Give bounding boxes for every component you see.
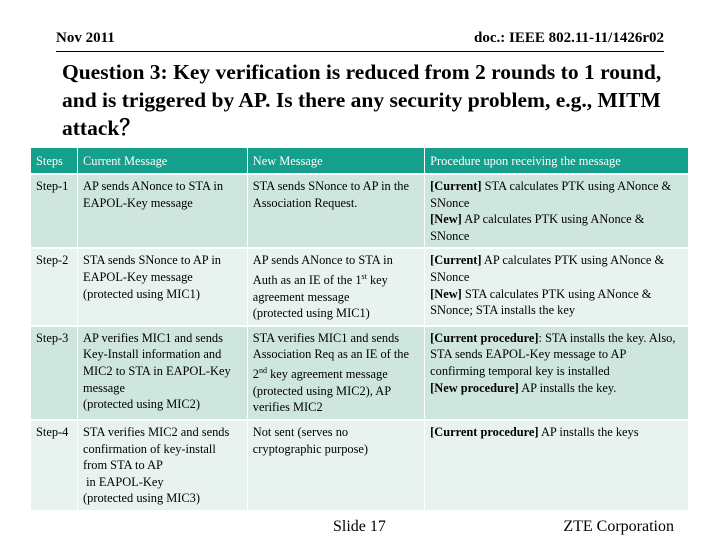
table-row [31, 174, 689, 248]
new-message-cell [247, 248, 424, 326]
ordinal-suffix: nd [258, 366, 267, 376]
current-message-text: AP sends ANonce to STA in EAPOL-Key message [83, 179, 224, 210]
procedure-cell [425, 326, 689, 420]
current-message-protection: (protected using MIC2) [83, 397, 200, 412]
new-message-cell [247, 326, 424, 420]
procedure-tag: [Current procedure] [430, 424, 539, 439]
procedure-line [430, 252, 683, 285]
table-header-row [31, 148, 689, 174]
current-message-cell [78, 420, 248, 510]
new-message-cell [247, 420, 424, 510]
header-new-message: New Message [247, 148, 424, 174]
procedure-line [430, 211, 683, 244]
procedure-text: AP calculates PTK using ANonce & SNonce [430, 212, 645, 243]
step-label: Step-2 [31, 248, 78, 326]
procedure-cell [425, 420, 689, 510]
current-message-text: STA sends SNonce to AP in EAPOL-Key message [83, 253, 221, 284]
new-message-text-part: STA verifies MIC1 and sends Association Req as an IE of the 2 [252, 330, 410, 382]
new-message-protection: (protected using MIC1) [252, 306, 370, 321]
current-message-protection: (protected using MIC1) [83, 286, 200, 301]
procedure-text: STA calculates PTK using ANonce & SNonce [430, 179, 672, 210]
header-doc-id: doc.: IEEE 802.11-11/1426r02 [473, 30, 664, 46]
current-message-cell [78, 248, 248, 326]
procedure-line [430, 330, 683, 380]
procedure-tag: [Current] [430, 253, 482, 268]
procedure-line [430, 286, 683, 319]
procedure-tag: [New procedure] [430, 380, 519, 395]
new-message-text-part: key agreement message [252, 273, 388, 304]
procedure-tag: [Current procedure] [430, 330, 539, 345]
procedure-tag: [Current] [430, 179, 482, 193]
new-message-text: STA sends SNonce to AP in the Association Request. [252, 179, 409, 210]
slide-title: Question 3: Key verification is reduced from 2 rounds to 1 round, and is triggered by AP. Is there any security problem, e.g., MITM attack？ [62, 60, 662, 140]
current-message-channel: in EAPOL-Key [83, 474, 164, 489]
header-rule [56, 51, 664, 52]
procedure-tag: [New] [430, 286, 462, 301]
header-date: Nov 2011 [56, 30, 115, 46]
step-label: Step-4 [31, 420, 78, 510]
header-current-message: Current Message [78, 148, 248, 174]
new-message-text-part: key agreement message [266, 367, 388, 382]
new-message-text-part: AP sends ANonce to STA in Auth as an IE of the 1 [252, 253, 393, 288]
footer-organization: ZTE Corporation [563, 518, 674, 535]
footer-slide-number: Slide 17 [333, 518, 386, 535]
table-row [31, 326, 689, 420]
current-message-protection: (protected using MIC3) [83, 491, 200, 506]
new-message-protection: (protected using MIC2), AP verifies MIC2 [252, 383, 391, 415]
current-message-text: STA verifies MIC2 and sends confirmation of key-install from STA to AP [83, 424, 230, 473]
procedure-text: AP calculates PTK using ANonce & SNonce [430, 253, 665, 284]
procedure-line [430, 380, 683, 397]
procedure-cell [425, 174, 689, 248]
current-message-cell [78, 174, 248, 248]
steps-table [31, 148, 689, 510]
step-label: Step-1 [31, 174, 78, 248]
ordinal-suffix: st [361, 271, 367, 281]
procedure-line [430, 424, 683, 441]
procedure-cell [425, 248, 689, 326]
header-steps: Steps [31, 148, 78, 174]
current-message-cell [78, 326, 248, 420]
procedure-text: STA calculates PTK using ANonce & SNonce; STA installs the key [430, 286, 652, 318]
new-message-cell [247, 174, 424, 248]
header-procedure: Procedure upon receiving the message [425, 148, 689, 174]
procedure-text: AP installs the keys [538, 424, 639, 439]
current-message-text: AP verifies MIC1 and sends Key-Install information and MIC2 to STA in EAPOL-Key message [83, 330, 231, 395]
procedure-text: AP installs the key. [518, 380, 617, 395]
table-row [31, 248, 689, 326]
table-row [31, 420, 689, 510]
new-message-text: Not sent (serves no cryptographic purpose) [252, 424, 369, 456]
procedure-tag: [New] [430, 212, 462, 227]
procedure-text: : STA installs the key. Also, STA sends EAPOL-Key message to AP confirming temporal key is installed [430, 330, 676, 379]
new-message-text [253, 252, 419, 305]
procedure-line [430, 178, 683, 211]
step-label: Step-3 [31, 326, 78, 420]
new-message-text [253, 330, 419, 383]
